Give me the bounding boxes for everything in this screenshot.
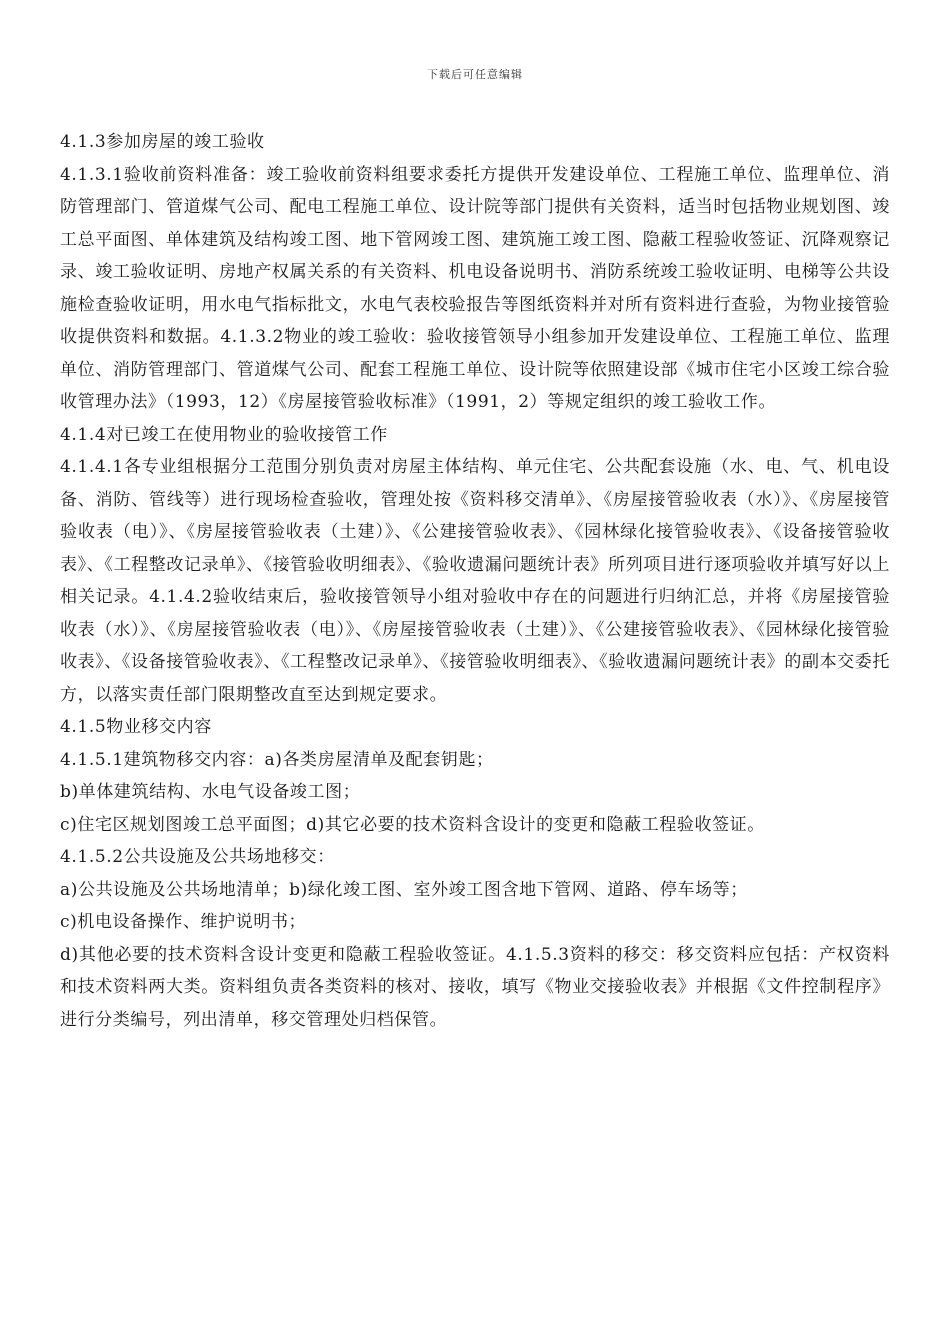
paragraph-4-1-4-details: 4.1.4.1各专业组根据分工范围分别负责对房屋主体结构、单元住宅、公共配套设施（水、电、气、机电设备、消防、管线等）进行现场检查验收，管理处按《资料移交清单》、《房屋接管验收表（水）》、《房屋接管验收表（电）》、《房屋接管验收表（土建）》、《公建接管验收表》、《园林绿化接管验收表》、《设备接管验收表》、《工程整改记录单》、《接管验收明细表》、《验收遗漏问题统计表》所列项目进行逐项验收并填写好以上相关记录。4.1.4.2验收结束后，验收接管领导小组对验收中存在的问题进行归纳汇总，并将《房屋接管验收表（水）》、《房屋接管验收表（电）》、《房屋接管验收表（土建）》、《公建接管验收表》、《园林绿化接管验收表》、《设备接管验收表》、《工程整改记录单》、《接管验收明细表》、《验收遗漏问题统计表》的副本交委托方，以落实责任部门限期整改直至达到规定要求。 — [60, 457, 890, 705]
header-note: 下载后可任意编辑 — [427, 68, 523, 81]
list-item-c-manuals: c)机电设备操作、维护说明书； — [60, 912, 307, 932]
list-item-a-b-facilities: a)公共设施及公共场地清单；b)绿化竣工图、室外竣工图含地下管网、道路、停车场等； — [60, 879, 748, 900]
paragraph-4-1-5-3: d)其他必要的技术资料含设计变更和隐蔽工程验收签证。4.1.5.3资料的移交：移交资料应包括：产权资料和技术资料两大类。资料组负责各类资料的核对、接收，填写《物业交接验收表》并根据《文件控制程序》进行分类编号，列出清单，移交管理处归档保管。 — [60, 944, 890, 1030]
paragraph-4-1-3-details: 4.1.3.1验收前资料准备：竣工验收前资料组要求委托方提供开发建设单位、工程施工单位、监理单位、消防管理部门、管道煤气公司、配电工程施工单位、设计院等部门提供有关资料，适当时包括物业规划图、竣工总平面图、单体建筑及结构竣工图、地下管网竣工图、建筑施工竣工图、隐蔽工程验收签证、沉降观察记录、竣工验收证明、房地产权属关系的有关资料、机电设备说明书、消防系统竣工验收证明、电梯等公共设施检查验收证明，用水电气指标批文，水电气表校验报告等图纸资料并对所有资料进行查验，为物业接管验收提供资料和数据。4.1.3.2物业的竣工验收：验收接管领导小组参加开发建设单位、工程施工单位、监理单位、消防管理部门、管道煤气公司、配套工程施工单位、设计院等依照建设部《城市住宅小区竣工综合验收管理办法》（1993，12）《房屋接管验收标准》（1991，2）等规定组织的竣工验收工作。 — [60, 164, 890, 412]
section-heading-4-1-3: 4.1.3参加房屋的竣工验收 — [60, 132, 265, 152]
list-item-c-d-plans: c)住宅区规划图竣工总平面图；d)其它必要的技术资料含设计的变更和隐蔽工程验收签证。 — [60, 814, 765, 835]
section-heading-4-1-5: 4.1.5物业移交内容 — [60, 717, 212, 737]
paragraph-4-1-5-1: 4.1.5.1建筑物移交内容：a)各类房屋清单及配套钥匙； — [60, 749, 494, 770]
paragraph-4-1-5-2: 4.1.5.2公共设施及公共场地移交： — [60, 847, 335, 867]
document-body — [60, 126, 890, 1036]
section-heading-4-1-4: 4.1.4对已竣工在使用物业的验收接管工作 — [60, 424, 388, 445]
list-item-b-building: b)单体建筑结构、水电气设备竣工图； — [60, 782, 361, 802]
